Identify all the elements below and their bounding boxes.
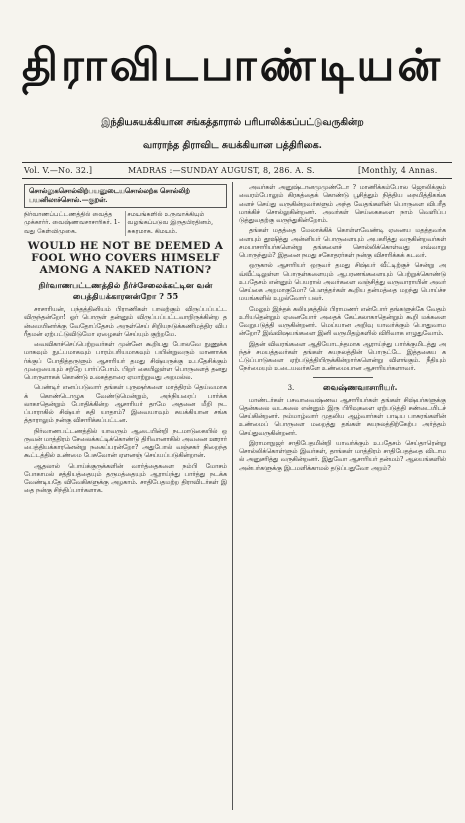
column-separator [232, 182, 233, 810]
edition-price: [Monthly, 4 Annas. [358, 166, 438, 175]
article-paragraph: மேலும் இந்தக் கலியுகத்தில் பிராமணர் என்போர் தங்களுக்கே வேதம் உரியதென்றும் ஏனையோர் அதைக் கேட்கலாகாதென்றும் கூறி மக்களை வேறுபடுத்தி வருகின்றனர். மெய்யான அறிவு யாவர்க்கும் பொதுவாமன்றோ? இவ்விஷயங்களை இனி வருமிதழ்களில் விரிவாக எழுதுவோம். [239, 305, 446, 338]
section-paragraph: மாண்டர்கள் பசவாவைஷ்ணவ ஆசாரியர்கள் தங்கள் சிஷ்யர்களுக்கு தென்கலை வடகலை என்னும் இரு பிரிவுகளை ஏற்படுத்தி சண்டையிடச் செய்கின்றனர். நம்மாழ்வார் முதலிய ஆழ்வார்கள் பாடிய பாசுரங்களின் உண்மைப் பொருளை மறைத்து தங்கள் சுயநலத்திற்கேற்ப அர்த்தம் செய்துவருகின்றனர். [239, 396, 446, 437]
box-quote: சொல்லுகசொல்லிற்பயனுடையசொல்லற்க சொல்லிற் பயனிலாச்சொல்.—குறள். [24, 184, 227, 208]
article-paragraph: இதன் விவரங்களை ஆதியோடந்தமாக ஆராய்ந்து பார்க்குமிடத்து அந்தச் சமயத்தவர்கள் தங்கள் சுயநலத்தின் பொருட்டே இத்தகைய கட்டுப்பாடுகளை ஏற்படுத்தியிருக்கின்றார்களென்று விளங்கும். நீதியும் நேர்மையும் உடையவர்களே உண்மையான ஆசாரியர்களாவர். [239, 340, 446, 373]
article-paragraph: வைவிகாச்செப்பெற்றவர்கள் முன்னே கூறியது போலவே நுணுக்கமாகவும் நுட்பமாகவும் பாரம்பரியமாகவும் பயின்றுவரும் மாணாக்கர்க்குப் போதித்தருளும் ஆசாரியர் தமது சிஷ்யருக்கு உபதேசிக்கும் முறையையும் சற்றே பார்ப்போம். பிறர் கையிலுள்ள பொருளைத் தனது பொருளாகக் கொண்டு உலகத்தாரை ஏமாற்றுவது அறமல்ல. [24, 341, 227, 382]
english-headline: WOULD HE NOT BE DEEMED A FOOL WHO COVERS HIMSELF AMONG A NAKED NATION? [27, 240, 224, 277]
article-paragraph: நிர்வாணபட்டணத்தில் யாவரும் ஆடையின்றி நடமாடுகையில் ஒருவன் மாத்திரம் சேலைக்கட்டிக்கொண்டு திரிவானாகில் அவனை ஊரார் பைத்தியக்காரனென்று நகைப்பரன்றோ? அதுபோல் வஞ்சகர் நிறைந்த கூட்டத்தில் உண்மை பேசுவோன் ஏளனஞ் செய்யப்படுகின்றான். [24, 427, 227, 460]
article-paragraph: சாசாரியன், பந்தத்தினியம் பிராணிகள் பாலற்கும் விருப்பப்பட்டவிருந்தன்றோ! ஓர் பொருள் தன்னும் விருப்பப்பட்டவாறிருக்கின்ற தன்மையினர்க்கு வேதோப்தேசம் அருள்செய் சிறியநடுக்கணிமத்திர விபரீதமன் ஏற்பட்டுவிடுமோ ஏழைகள் செய்யும் குற்றமே. [24, 306, 227, 338]
section-heading [239, 382, 446, 394]
article-paragraph: பெண்டிர் எனப்படுவார் தங்கள் புருஷர்களை மாத்திரம் தெய்வமாகக் கொண்டொழுக வேண்டுமென்றும், அந்நியரைப் பார்க்கலாகாதென்றும் போதிக்கின்ற ஆசாரியர் தாமே அதனை மீறி நடப்பாராகில் சிஷ்யர் கதி யாதாம்? இவையாவும் சுயக்கியான சங்கத்தாராலும் நன்கு விசாரிக்கப்பட்டன. [24, 384, 227, 425]
section-number: 3. [287, 383, 295, 392]
section-title: வைஷ்ணவாசாரியர். [323, 381, 398, 392]
tamil-title: நிர்வாணபட்டணத்தில் நீர்ச்சேலைக்கட்டின வன் பைத்தியக்காரனன்றோ ? 55 [38, 280, 213, 302]
couplet-left: நிர்வாணப்பட்டணத்தில் வைத்த முக்கார்ர். வைஷ்ணவசாசாரிகர். 1-வது கேள்விமுகை. [24, 211, 126, 236]
section-divider [313, 377, 373, 378]
edition-volume: Vol. V.—No. 32.] [24, 166, 93, 175]
right-column [239, 184, 446, 814]
couplet-row [24, 211, 227, 236]
edition-dateline: MADRAS :—SUNDAY AUGUST, 8, 286. A. S. [128, 166, 315, 175]
masthead-subtitle: இந்தியசுயக்கியான சங்கத்தாரால் பரிபாலிக்கப்பட்டுவருகின்ற [101, 117, 364, 128]
masthead-title: திராவிடபாண்டியன் [22, 40, 443, 91]
article-paragraph: தங்கள் மதத்தை மேலாக்கிக் கொள்ளவேண்டி ஏனைய மதத்தவர்களையும் தூஷித்து அன்னியர் பொருளையும் அபகரித்து வருகின்றவர்கள் சமயாசாரியர்களென்று தங்களைச் சொல்லிக்கொள்வது எவ்வாறு பொருந்தும்? இதனை நமது சகோதரர்கள் நன்கு விசாரிக்கக் கடவர். [239, 227, 446, 259]
section-paragraph: இராமாநுஜர் சாதிபேதமின்றி யாவர்க்கும் உபதேசம் செய்தாரென்று சொல்லிக்கொள்ளும் இவர்கள், தாங்கள் மாத்திரம் சாதிபேதத்தை விடாமல் அனுசரித்து வருகின்றனர். இதுவோ ஆசாரியர் தன்மம்? ஆலயங்களில் அன்பர்களுக்கு இடமளிக்காமல் தடுப்பதுவோ அறம்? [239, 439, 446, 472]
bottom-rule [22, 178, 452, 179]
masthead-tagline: வாராந்த திராவிட சுயக்கியான பத்திரிகை. [143, 140, 322, 151]
article-paragraph: அவர்கள் அனுஷ்டானமுமுண்டோ ? மாணிக்கம்போல ஜொலிக்கும் வைரம்போலும் கிரகத்தைக் கொண்டு பூசித்தும் நித்திய நைமித்திகங்களைச் செய்து வருகின்றவர்களும் அந்த வேதங்களின் பொருளை விபரீதமாக்கிச் சொல்லுகின்றனர். அவர்கள் செய்கைகளை நாம் வெளிப்படுத்துவதற்கு வருந்துகின்றோம். [239, 184, 446, 224]
left-column [24, 184, 227, 814]
article-paragraph: ஆதலால் பொய்க்குருக்களின் வார்த்தைகளை நம்பி மோசம் போகாமல் சத்தியத்தையும் தருமத்தையும் ஆராய்ந்து பார்த்து நடக்கவேண்டியதே விவேகிகளுக்கு அழகாம். சாதிபேதமற்ற திராவிடர்கள் இதை நன்கு சிந்திப்பார்களாக. [24, 462, 227, 495]
article-paragraph: ஒருகால் ஆசாரியர் ஒருவர் தமது சிஷ்யர் வீட்டிற்குச் சென்று அவ்வீட்டிலுள்ள பொருள்களையும் ஆபரணங்களையும் பெற்றுக்கொண்டு உபதேசம் என்னும் பெயரால் அவர்களை வஞ்சித்து வருவாராயின் அவர் செய்கை அறமாகுமோ? பௌத்தர்கள் கூறிய தன்மத்தை மறந்து பொய்ச்சமயங்களில் உழல்வோர் பலர். [239, 262, 446, 303]
couplet-right: சமயங்களில் உருவாக்கியும் வழங்கப்படுவ இருதபிரதினம், சுகரமாக. கிமயம். [127, 211, 214, 235]
top-rule [22, 162, 452, 163]
